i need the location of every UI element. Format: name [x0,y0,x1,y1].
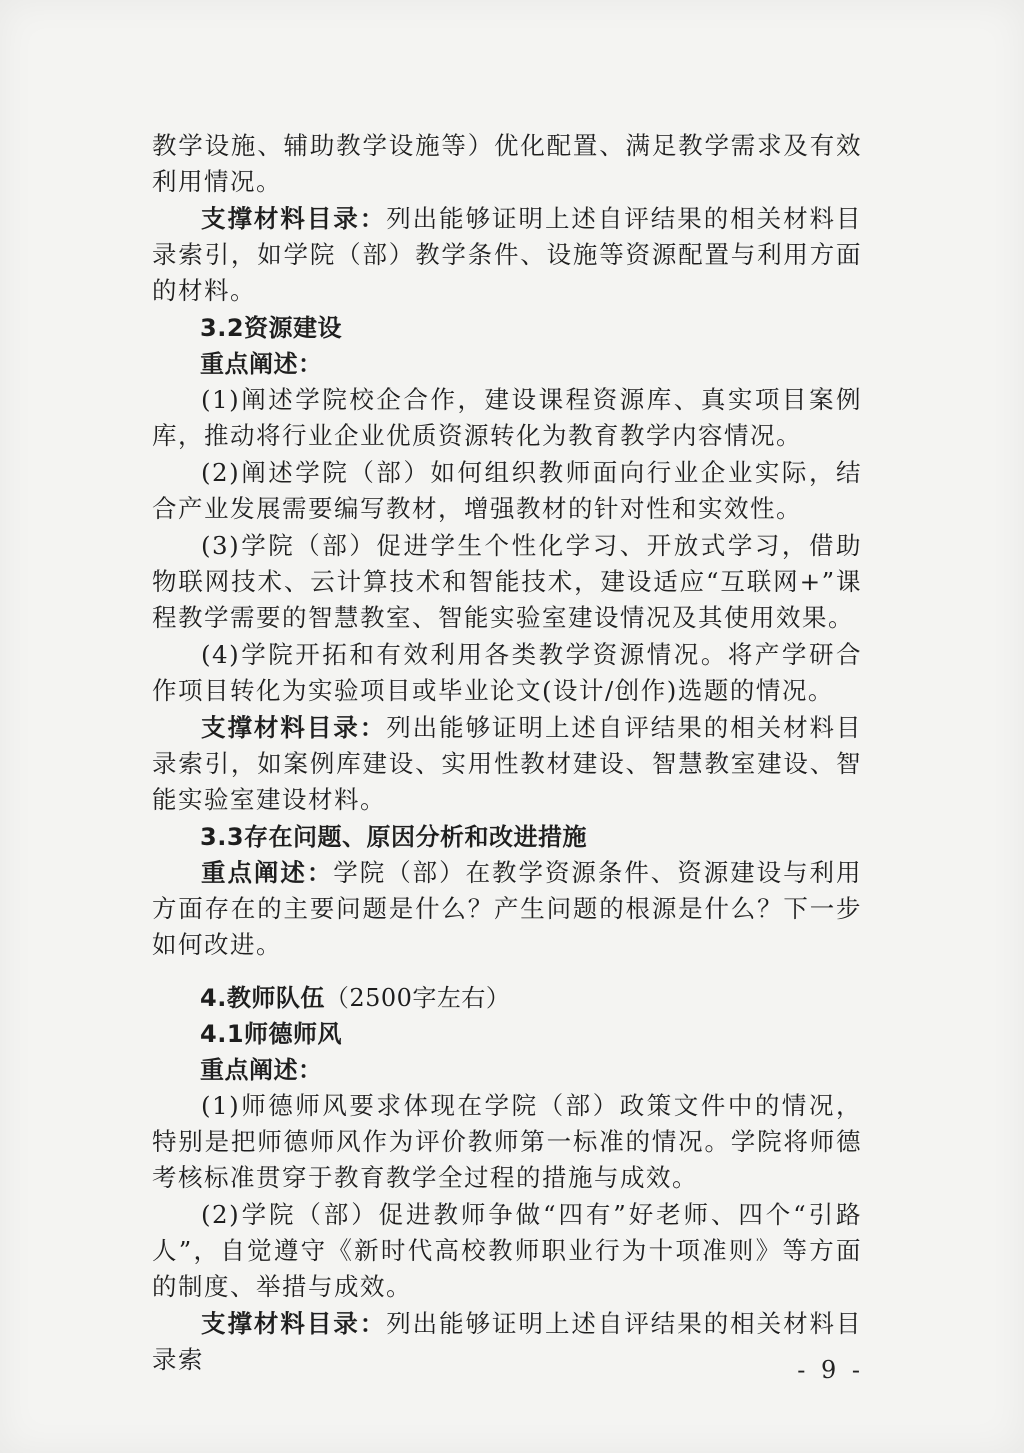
paragraph-item-ethics-2: (2)学院（部）促进教师争做“四有”好老师、四个“引路人”，自觉遵守《新时代高校教师职业行为十项准则》等方面的制度、举措与成效。 [152,1200,862,1301]
section-heading-3-3: 3.3存在问题、原因分析和改进措施 [200,823,588,851]
lead-label: 支撑材料目录： [201,713,387,742]
section-heading-4 [152,980,862,1016]
paragraph-text: 列出能够证明上述自评结果的相关材料目录索引，如学院（部）教学条件、设施等资源配置与利用方面的材料。 [152,204,863,305]
heading-title: 4.教师队伍 [200,984,325,1012]
lead-label: 支撑材料目录： [201,1309,387,1338]
paragraph-text: 列出能够证明上述自评结果的相关材料目录索 [152,1309,863,1374]
focus-heading-1: 重点阐述： [200,350,323,378]
paragraph-supporting-materials-2 [152,710,862,818]
section-heading-4-1: 4.1师德师风 [200,1020,343,1048]
paragraph-focus-problems [152,855,862,963]
heading-note: （2500字左右） [324,984,511,1012]
document-body [152,128,862,1379]
section-heading-3-2: 3.2资源建设 [200,314,343,342]
lead-label: 重点阐述： [201,858,334,887]
lead-label: 支撑材料目录： [201,204,387,233]
paragraph-item-3: (3)学院（部）促进学生个性化学习、开放式学习，借助物联网技术、云计算技术和智能技术，建设适应“互联网+”课程教学需要的智慧教室、智能实验室建设情况及其使用效果。 [152,531,862,632]
paragraph-continued: 教学设施、辅助教学设施等）优化配置、满足教学需求及有效利用情况。 [152,131,862,196]
paragraph-text: 学院（部）在教学资源条件、资源建设与利用方面存在的主要问题是什么？产生问题的根源是什么？下一步如何改进。 [152,858,863,959]
page-number: - 9 - [797,1356,864,1384]
paragraph-item-ethics-1: (1)师德师风要求体现在学院（部）政策文件中的情况，特别是把师德师风作为评价教师第一标准的情况。学院将师德考核标准贯穿于教育教学全过程的措施与成效。 [152,1091,862,1192]
spacer [152,964,862,980]
paragraph-item-1: (1)阐述学院校企合作，建设课程资源库、真实项目案例库，推动将行业企业优质资源转化为教育教学内容情况。 [152,385,862,450]
paragraph-item-2: (2)阐述学院（部）如何组织教师面向行业企业实际，结合产业发展需要编写教材，增强教材的针对性和实效性。 [152,458,862,523]
paragraph-supporting-materials-3 [152,1306,862,1378]
focus-heading-2: 重点阐述： [200,1056,323,1084]
paragraph-supporting-materials-1 [152,201,862,309]
paragraph-text: 列出能够证明上述自评结果的相关材料目录索引，如案例库建设、实用性教材建设、智慧教室建设、智能实验室建设材料。 [152,713,863,814]
paragraph-item-4: (4)学院开拓和有效利用各类教学资源情况。将产学研合作项目转化为实验项目或毕业论文(设计/创作)选题的情况。 [152,640,862,705]
